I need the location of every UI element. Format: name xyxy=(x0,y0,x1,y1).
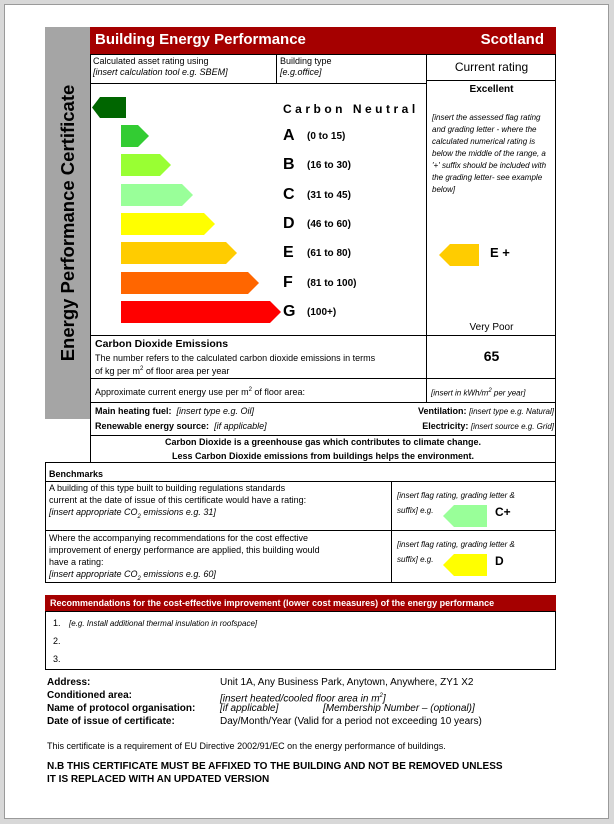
band-g-arrow xyxy=(121,301,281,323)
benchmark1-flag-note2: suffix] e.g. xyxy=(397,506,434,515)
ghg-note-line1: Carbon Dioxide is a greenhouse gas which contributes to climate change. xyxy=(164,437,482,447)
band-g-letter: G xyxy=(283,303,296,320)
recommendation-number: 1. xyxy=(53,618,61,628)
benchmark2-flag xyxy=(443,554,487,576)
date-label: Date of issue of certificate: xyxy=(47,716,175,727)
band-e-arrow xyxy=(121,242,237,264)
conditioned-area-label: Conditioned area: xyxy=(47,690,133,701)
date-value: Day/Month/Year (Valid for a period not exceeding 10 years) xyxy=(220,716,482,727)
address-value: Unit 1A, Any Business Park, Anytown, Anywhere, ZY1 X2 xyxy=(220,677,474,688)
header-region: Scotland xyxy=(480,31,544,48)
band-f-arrow xyxy=(121,272,259,294)
asset-rating-value: [insert calculation tool e.g. SBEM] xyxy=(93,67,228,77)
side-title: Energy Performance Certificate xyxy=(56,84,78,362)
band-d-range: (46 to 60) xyxy=(307,219,351,230)
recommendations-header xyxy=(45,595,556,612)
building-type-label: Building type xyxy=(280,56,332,66)
band-d-arrow xyxy=(121,213,215,235)
renewable-energy-source: Renewable energy source: [if applicable] xyxy=(95,421,267,431)
band-b-arrow xyxy=(121,154,171,176)
benchmark1-flag xyxy=(443,505,487,527)
band-c-arrow xyxy=(121,184,193,206)
benchmark2-line4: [insert appropriate $CO_2$ emissions e.g. 60] xyxy=(49,569,216,582)
band-a-arrow xyxy=(121,125,149,147)
band-c-range: (31 to 45) xyxy=(307,190,351,201)
band-b-range: (16 to 30) xyxy=(307,160,351,171)
electricity: Electricity: [insert source e.g. Grid] xyxy=(422,421,554,431)
co2-value: 65 xyxy=(483,348,500,364)
excellent-label: Excellent xyxy=(469,84,514,95)
benchmark1-flag-note1: [insert flag rating, grading letter & xyxy=(397,491,515,500)
benchmark2-flag-note1: [insert flag rating, grading letter & xyxy=(397,540,515,549)
band-e-range: (61 to 80) xyxy=(307,248,351,259)
benchmarks-title: Benchmarks xyxy=(49,469,104,479)
building-type-value: [e.g.office] xyxy=(280,67,322,77)
carbon-neutral-label: Carbon Neutral xyxy=(283,102,419,116)
recommendation-number: 2. xyxy=(53,636,61,646)
address-label: Address: xyxy=(47,677,91,688)
side-title-band xyxy=(45,27,90,419)
energy-use-value: [insert in kWh/$m^2$ per year] xyxy=(431,388,526,398)
current-rating-note: [insert the assessed flag rating and grading letter - where the calculated numerical rating is below the middle of the range, a '+' suffix should be included with the grading letter- see example below] xyxy=(432,113,547,194)
very-poor-label: Very Poor xyxy=(469,322,514,333)
co2-title: Carbon Dioxide Emissions xyxy=(95,338,229,350)
nb-line2: IT IS REPLACED WITH AN UPDATED VERSION xyxy=(47,774,270,785)
directive-note: This certificate is a requirement of EU Directive 2002/91/EC on the energy performance of buildings. xyxy=(47,741,446,751)
certificate-page xyxy=(4,4,609,819)
header-title: Building Energy Performance xyxy=(95,31,306,48)
ventilation: Ventilation: [insert type e.g. Natural] xyxy=(418,406,554,416)
recommendations-title: Recommendations for the cost-effective improvement (lower cost measures) of the energy performance xyxy=(50,598,495,608)
conditioned-area-value: [insert heated/cooled floor area in $m^2$] xyxy=(220,693,386,705)
band-a-range: (0 to 15) xyxy=(307,131,346,142)
protocol-value: [if applicable] xyxy=(220,703,279,714)
band-f-letter: F xyxy=(283,274,293,291)
header-bar xyxy=(90,27,556,54)
band-d-letter: D xyxy=(283,215,295,232)
ghg-note-line2: Less Carbon Dioxide emissions from buildings helps the environment. xyxy=(171,451,475,461)
benchmark2-line2: improvement of energy performance are applied, this building would xyxy=(49,545,320,555)
energy-use-label: Approximate current energy use per $m^2$ of floor area: xyxy=(95,387,305,397)
benchmark1-line2: current at the date of issue of this certificate would have a rating: xyxy=(49,495,307,505)
current-rating-letter: E + xyxy=(490,245,510,260)
co2-desc-line2: of kg per $m^2$ of floor area per year xyxy=(95,366,230,376)
current-rating-marker xyxy=(439,244,479,266)
benchmark2-line3: have a rating: xyxy=(49,557,104,567)
benchmark1-line3: [insert appropriate $CO_2$ emissions e.g. 31] xyxy=(49,507,216,520)
protocol-member: [Membership Number – (optional)] xyxy=(323,703,475,714)
co2-desc-line1: The number refers to the calculated carbon dioxide emissions in terms xyxy=(95,353,376,363)
main-heating-fuel: Main heating fuel: [insert type e.g. Oil] xyxy=(95,406,255,416)
band-b-letter: B xyxy=(283,156,295,173)
benchmark2-flag-note2: suffix] e.g. xyxy=(397,555,434,564)
recommendation-text: [e.g. Install additional thermal insulation in roofspace] xyxy=(69,619,258,628)
benchmark1-letter: C+ xyxy=(495,505,511,519)
band-c-letter: C xyxy=(283,186,295,203)
band-a-letter: A xyxy=(283,127,295,144)
band-f-range: (81 to 100) xyxy=(307,278,357,289)
asset-rating-label: Calculated asset rating using xyxy=(93,56,209,66)
benchmark1-line1: A building of this type built to building regulations standards xyxy=(49,483,286,493)
protocol-label: Name of protocol organisation: xyxy=(47,703,196,714)
recommendation-number: 3. xyxy=(53,654,61,664)
carbon-neutral-arrow xyxy=(92,97,126,118)
benchmark2-line1: Where the accompanying recommendations for the cost effective xyxy=(49,533,308,543)
band-g-range: (100+) xyxy=(307,307,337,318)
current-rating-header: Current rating xyxy=(454,60,529,74)
benchmark2-letter: D xyxy=(495,554,504,568)
nb-line1: N.B THIS CERTIFICATE MUST BE AFFIXED TO THE BUILDING AND NOT BE REMOVED UNLESS xyxy=(47,761,503,772)
band-e-letter: E xyxy=(283,244,294,261)
